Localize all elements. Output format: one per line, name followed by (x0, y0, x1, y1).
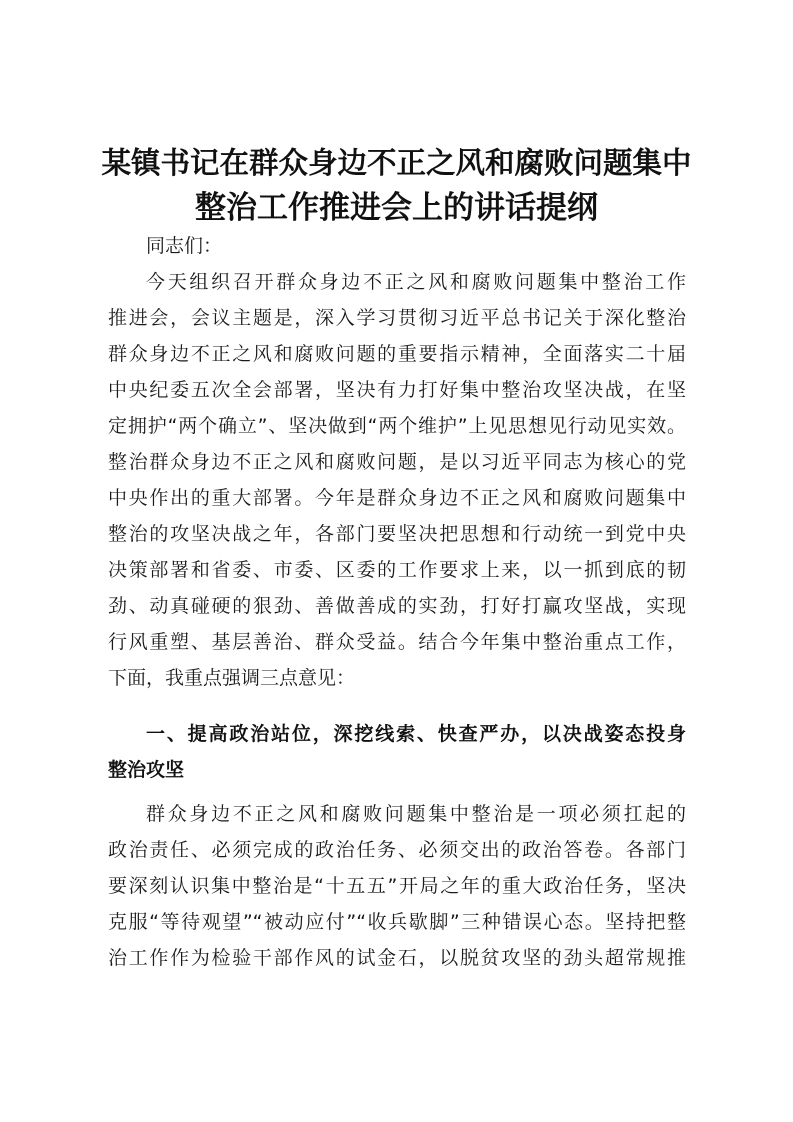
section-1-heading-line: 整治攻坚 (108, 759, 185, 781)
paragraph-2-line: 克服“等待观望”“被动应付”“收兵歇脚”三种错误心态。坚持把整 (108, 911, 686, 933)
paragraph-2-line: 要深刻认识集中整治是“十五五”开局之年的重大政治任务，坚决 (108, 875, 686, 897)
document-title-line-2: 整治工作推进会上的讲话提纲 (195, 190, 598, 226)
section-1-heading-line: 一、提高政治站位，深挖线索、快查严办，以决战姿态投身 (146, 723, 686, 745)
salutation: 同志们： (146, 235, 223, 257)
paragraph-2-line: 政治责任、必须完成的政治任务、必须交出的政治答卷。各部门 (108, 839, 686, 861)
paragraph-1-line: 推进会，会议主题是，深入学习贯彻习近平总书记关于深化整治 (108, 307, 686, 329)
paragraph-2-line: 治工作作为检验干部作风的试金石，以脱贫攻坚的劲头超常规推 (108, 947, 686, 969)
paragraph-1-line: 中央作出的重大部署。今年是群众身边不正之风和腐败问题集中 (108, 487, 686, 509)
paragraph-1-line: 群众身边不正之风和腐败问题的重要指示精神，全面落实二十届 (108, 343, 686, 365)
paragraph-1-line: 整治的攻坚决战之年，各部门要坚决把思想和行动统一到党中央 (108, 523, 686, 545)
paragraph-1-line: 整治群众身边不正之风和腐败问题，是以习近平同志为核心的党 (108, 451, 686, 473)
paragraph-1-line: 决策部署和省委、市委、区委的工作要求上来，以一抓到底的韧 (108, 559, 686, 581)
paragraph-2-line: 群众身边不正之风和腐败问题集中整治是一项必须扛起的 (146, 803, 686, 825)
paragraph-1-line: 下面，我重点强调三点意见： (108, 667, 356, 689)
paragraph-1-line: 定拥护“两个确立”、坚决做到“两个维护”上见思想见行动见实效。 (108, 415, 686, 437)
paragraph-1-line: 行风重塑、基层善治、群众受益。结合今年集中整治重点工作， (108, 631, 686, 653)
paragraph-1-line: 中央纪委五次全会部署，坚决有力打好集中整治攻坚决战，在坚 (108, 379, 686, 401)
paragraph-1-line: 劲、动真碰硬的狠劲、善做善成的实劲，打好打赢攻坚战，实现 (108, 595, 686, 617)
document-title-line-1: 某镇书记在群众身边不正之风和腐败问题集中 (101, 145, 692, 180)
paragraph-1-line: 今天组织召开群众身边不正之风和腐败问题集中整治工作 (146, 271, 686, 293)
